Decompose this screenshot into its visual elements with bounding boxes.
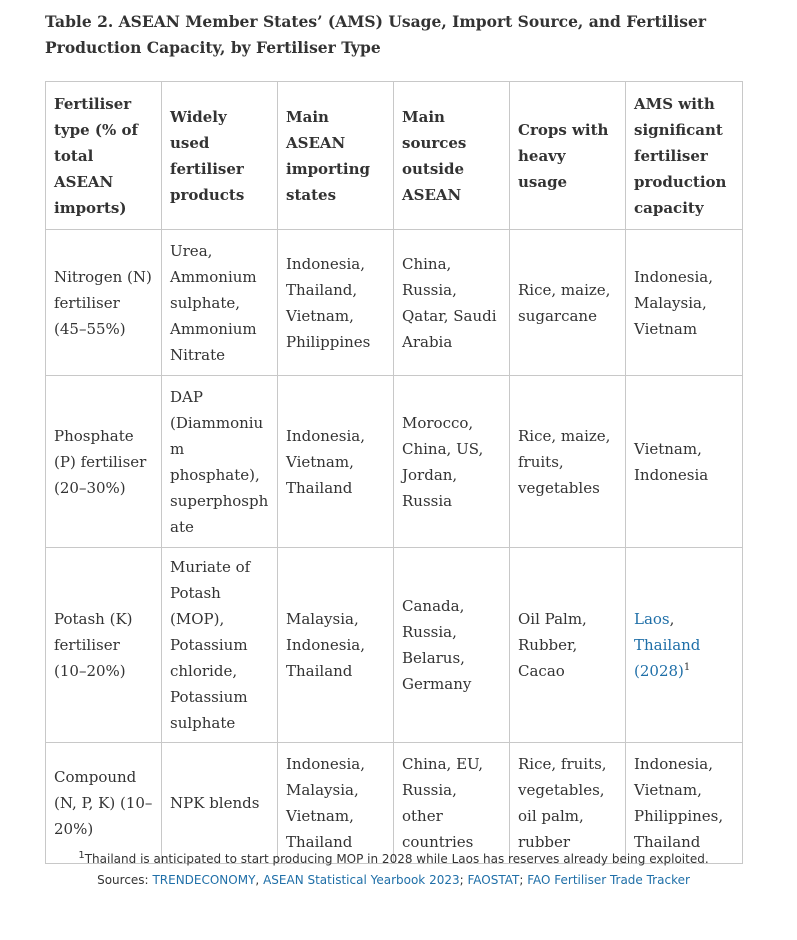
cell-producers: Indonesia, Vietnam, Philippines, Thailand bbox=[626, 743, 743, 864]
header-widely-used-products: Widely used fertiliser products bbox=[162, 82, 278, 230]
header-ams-production-capacity: AMS with significant fertiliser production capacity bbox=[626, 82, 743, 230]
header-main-sources-outside: Main sources outside ASEAN bbox=[394, 82, 510, 230]
thailand-link[interactable]: Thailand (2028) bbox=[634, 636, 701, 680]
footnote-text: Thailand is anticipated to start producing MOP in 2028 while Laos has reserves already being exploited. bbox=[84, 852, 709, 866]
cell-products: Urea, Ammonium sulphate, Ammonium Nitrate bbox=[162, 230, 278, 376]
fertiliser-table bbox=[45, 81, 743, 864]
sources-sep: ; bbox=[519, 873, 524, 887]
cell-crops: Rice, maize, fruits, vegetables bbox=[510, 376, 626, 548]
header-main-asean-importers: Main ASEAN importing states bbox=[278, 82, 394, 230]
faostat-link[interactable]: FAOSTAT bbox=[467, 873, 520, 887]
cell-importers: Malaysia, Indonesia, Thailand bbox=[278, 548, 394, 743]
cell-sources: China, EU, Russia, other countries bbox=[394, 743, 510, 864]
cell-type: Nitrogen (N) fertiliser (45–55%) bbox=[46, 230, 162, 376]
cell-sources: China, Russia, Qatar, Saudi Arabia bbox=[394, 230, 510, 376]
table-footnotes bbox=[45, 849, 742, 891]
cell-type: Phosphate (P) fertiliser (20–30%) bbox=[46, 376, 162, 548]
cell-importers: Indonesia, Thailand, Vietnam, Philippines bbox=[278, 230, 394, 376]
table-row bbox=[46, 548, 743, 743]
cell-crops: Rice, fruits, vegetables, oil palm, rubber bbox=[510, 743, 626, 864]
cell-producers: Indonesia, Malaysia, Vietnam bbox=[626, 230, 743, 376]
sources-label: Sources: bbox=[97, 873, 149, 887]
table-caption: Table 2. ASEAN Member States’ (AMS) Usage, Import Source, and Fertiliser Production Capacity, by Fertiliser Type bbox=[45, 12, 707, 57]
cell-producers bbox=[626, 548, 743, 743]
trendeconomy-link[interactable]: TRENDECONOMY bbox=[152, 873, 256, 887]
table-row bbox=[46, 376, 743, 548]
cell-products: DAP (Diammonium phosphate), superphosphate bbox=[162, 376, 278, 548]
cell-sources: Morocco, China, US, Jordan, Russia bbox=[394, 376, 510, 548]
header-crops-heavy-usage: Crops with heavy usage bbox=[510, 82, 626, 230]
cell-crops: Rice, maize, sugarcane bbox=[510, 230, 626, 376]
cell-importers: Indonesia, Vietnam, Thailand bbox=[278, 376, 394, 548]
table-row bbox=[46, 743, 743, 864]
cell-products: Muriate of Potash (MOP), Potassium chloride, Potassium sulphate bbox=[162, 548, 278, 743]
asean-yearbook-link[interactable]: ASEAN Statistical Yearbook 2023 bbox=[263, 873, 460, 887]
sources-sep: , bbox=[255, 873, 260, 887]
header-fertiliser-type: Fertiliser type (% of total ASEAN imports) bbox=[46, 82, 162, 230]
sources-sep: ; bbox=[459, 873, 464, 887]
table-header-row bbox=[46, 82, 743, 230]
table-row bbox=[46, 230, 743, 376]
footnote-number: 1 bbox=[78, 850, 85, 861]
footnote-marker: 1 bbox=[683, 662, 691, 673]
sources-line bbox=[45, 870, 742, 891]
cell-crops: Oil Palm, Rubber, Cacao bbox=[510, 548, 626, 743]
cell-sources: Canada, Russia, Belarus, Germany bbox=[394, 548, 510, 743]
cell-producers: Vietnam, Indonesia bbox=[626, 376, 743, 548]
laos-link[interactable]: Laos bbox=[634, 610, 670, 628]
footnote-line bbox=[45, 849, 742, 870]
cell-type: Potash (K) fertiliser (10–20%) bbox=[46, 548, 162, 743]
cell-type: Compound (N, P, K) (10–20%) bbox=[46, 743, 162, 864]
producers-separator: , bbox=[669, 610, 675, 628]
fao-trade-tracker-link[interactable]: FAO Fertiliser Trade Tracker bbox=[527, 873, 690, 887]
cell-importers: Indonesia, Malaysia, Vietnam, Thailand bbox=[278, 743, 394, 864]
cell-products: NPK blends bbox=[162, 743, 278, 864]
